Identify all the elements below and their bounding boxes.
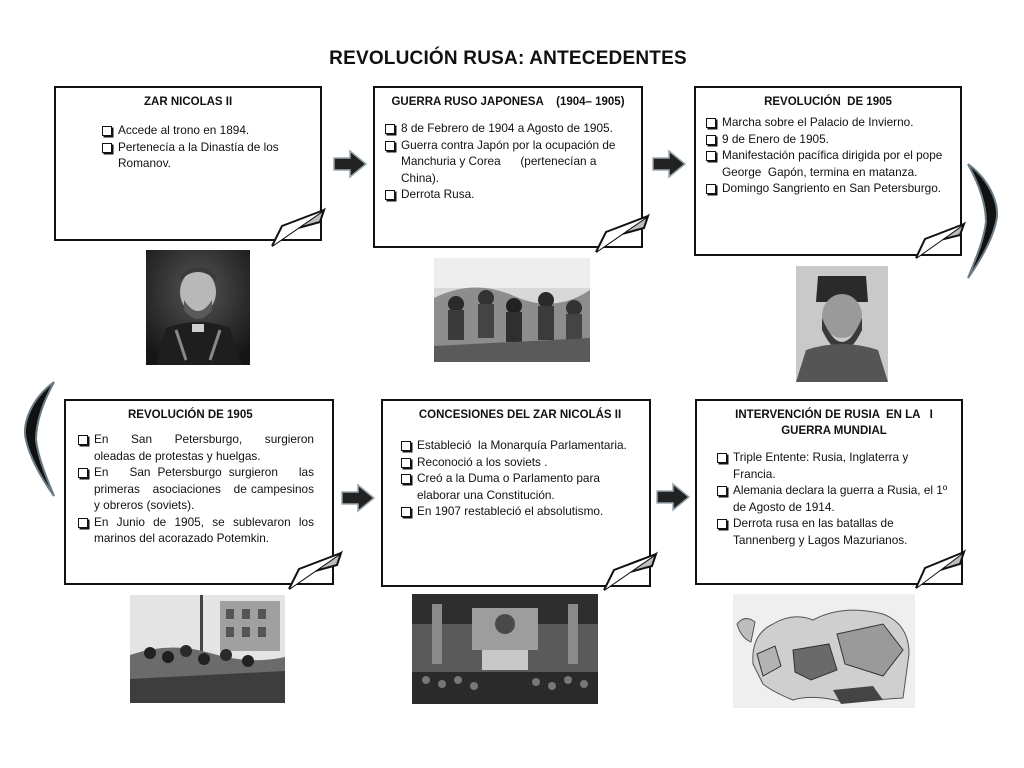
checkbox-bullet-icon	[102, 126, 112, 136]
checkbox-bullet-icon	[401, 507, 411, 517]
russo-japanese-war-image	[434, 258, 590, 362]
box-heading: REVOLUCIÓN DE 1905	[764, 96, 892, 108]
list-item: En Junio de 1905, se sublevaron los marinos del acorazado Potemkin.	[78, 514, 314, 547]
arrow-right-icon	[655, 482, 691, 512]
page-curl-icon	[268, 206, 328, 248]
curved-arrow-left-icon	[20, 380, 60, 498]
list-item: 8 de Febrero de 1904 a Agosto de 1905.	[385, 120, 631, 137]
box-heading: CONCESIONES DEL ZAR NICOLÁS II	[418, 409, 622, 421]
page-curl-icon	[285, 549, 345, 591]
list-item: Alemania declara la guerra a Rusia, el 1º de Agosto de 1914.	[717, 482, 951, 515]
checkbox-bullet-icon	[78, 518, 88, 528]
list-item: Manifestación pacífica dirigida por el pope George Gapón, termina en matanza.	[706, 147, 950, 180]
europe-map-image	[733, 594, 915, 708]
list-item: Guerra contra Japón por la ocupación de Manchuria y Corea (pertenecían a China).	[385, 137, 631, 187]
list-item: Reconoció a los soviets .	[401, 454, 639, 471]
checkbox-bullet-icon	[385, 124, 395, 134]
list-item: Accede al trono en 1894.	[102, 122, 310, 139]
arrow-right-icon	[332, 149, 368, 179]
curved-arrow-right-icon	[962, 162, 1002, 280]
czar-portrait-image	[146, 250, 250, 365]
page-curl-icon	[912, 548, 968, 590]
arrow-right-icon	[340, 483, 376, 513]
box-heading: INTERVENCIÓN DE RUSIA EN LA I GUERRA MUNDIAL	[735, 409, 937, 437]
list-item: Triple Entente: Rusia, Inglaterra y Francia.	[717, 449, 951, 482]
checkbox-bullet-icon	[717, 453, 727, 463]
list-item: Domingo Sangriento en San Petersburgo.	[706, 180, 950, 197]
checkbox-bullet-icon	[706, 118, 716, 128]
list-item: 9 de Enero de 1905.	[706, 131, 950, 148]
box-heading: ZAR NICOLAS II	[144, 96, 233, 108]
checkbox-bullet-icon	[706, 184, 716, 194]
checkbox-bullet-icon	[401, 458, 411, 468]
checkbox-bullet-icon	[706, 135, 716, 145]
checkbox-bullet-icon	[78, 435, 88, 445]
checkbox-bullet-icon	[401, 441, 411, 451]
list-item: En San Petersburgo surgieron las primeras asociaciones de campesinos y obreros (soviets).	[78, 464, 314, 514]
checkbox-bullet-icon	[78, 468, 88, 478]
page-curl-icon	[592, 212, 652, 254]
duma-hall-image	[412, 594, 598, 704]
list-item: Pertenecía a la Dinastía de los Romanov.	[102, 139, 310, 172]
page-title: REVOLUCIÓN RUSA: ANTECEDENTES	[329, 48, 687, 69]
page-curl-icon	[912, 220, 968, 260]
list-item: Derrota Rusa.	[385, 186, 631, 203]
list-item: Derrota rusa en las batallas de Tannenberg y Lagos Mazurianos.	[717, 515, 951, 548]
list-item: En 1907 restableció el absolutismo.	[401, 503, 639, 520]
arrow-right-icon	[651, 149, 687, 179]
checkbox-bullet-icon	[717, 486, 727, 496]
checkbox-bullet-icon	[401, 474, 411, 484]
list-item: Creó a la Duma o Parlamento para elaborar una Constitución.	[401, 470, 639, 503]
list-item: En San Petersburgo, surgieron oleadas de protestas y huelgas.	[78, 431, 314, 464]
checkbox-bullet-icon	[385, 141, 395, 151]
box-heading: GUERRA RUSO JAPONESA (1904– 1905)	[391, 96, 625, 108]
list-item: Marcha sobre el Palacio de Invierno.	[706, 114, 950, 131]
list-item: Estableció la Monarquía Parlamentaria.	[401, 437, 639, 454]
box-heading: REVOLUCIÓN DE 1905	[128, 409, 253, 421]
page-curl-icon	[600, 550, 660, 592]
checkbox-bullet-icon	[706, 151, 716, 161]
bloody-sunday-crowd-image	[130, 595, 285, 703]
checkbox-bullet-icon	[102, 143, 112, 153]
checkbox-bullet-icon	[385, 190, 395, 200]
checkbox-bullet-icon	[717, 519, 727, 529]
gapon-portrait-image	[796, 266, 888, 382]
